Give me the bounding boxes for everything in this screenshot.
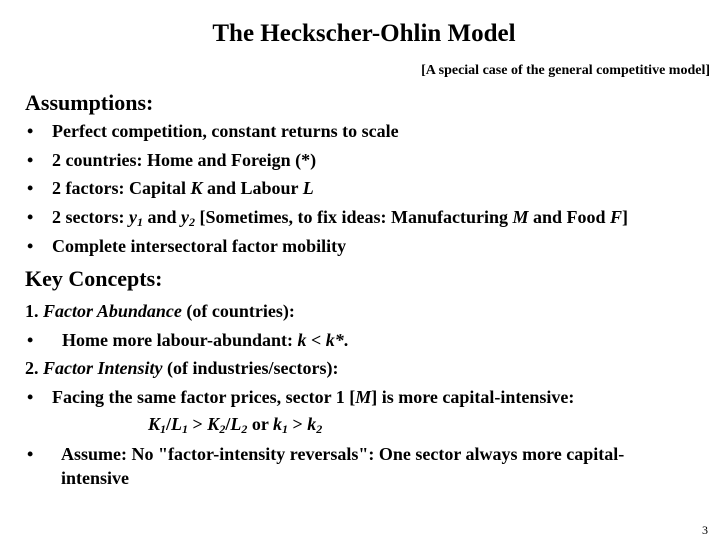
concept-1-detail: Home more labour-abundant: k < k*. [62, 330, 349, 350]
assumptions-heading: Assumptions: [25, 90, 154, 115]
key-concepts-heading: Key Concepts: [25, 266, 163, 291]
concept-1: 1. Factor Abundance (of countries): [25, 301, 295, 321]
intensity-equation: $K_1/L_1 > K_2/L_2$ or $k_1 > k_2$ [148, 414, 323, 436]
assumption-item: Perfect competition, constant returns to scale [52, 121, 399, 141]
bullet-icon: • [27, 150, 34, 170]
concept-2-detail: Facing the same factor prices, sector 1 [M] is more capital-intensive: [52, 387, 575, 407]
assumption-item: Complete intersectoral factor mobility [52, 236, 347, 256]
bullet-icon: • [27, 236, 34, 256]
slide-title: The Heckscher-Ohlin Model [212, 20, 516, 47]
concept-2: 2. Factor Intensity (of industries/sectors): [25, 358, 339, 378]
bullet-icon: • [27, 330, 34, 350]
assumption-item: 2 factors: Capital K and Labour L [52, 178, 314, 198]
assume-line-1: Assume: No "factor-intensity reversals": One sector always more capital- [61, 444, 625, 464]
bullet-icon: • [27, 444, 34, 464]
bullet-icon: • [27, 207, 34, 227]
bullet-icon: • [27, 387, 34, 407]
bullet-icon: • [27, 178, 34, 198]
slide-subtitle: [A special case of the general competitive model] [421, 63, 710, 78]
assumption-item: 2 countries: Home and Foreign (*) [52, 150, 317, 170]
assumption-item: 2 sectors: $y_1$ and $y_2$ [Sometimes, to fix ideas: Manufacturing M and Food F] [52, 207, 629, 229]
bullet-icon: • [27, 121, 34, 141]
page-number: 3 [702, 523, 708, 537]
assume-line-2: intensive [61, 468, 130, 488]
